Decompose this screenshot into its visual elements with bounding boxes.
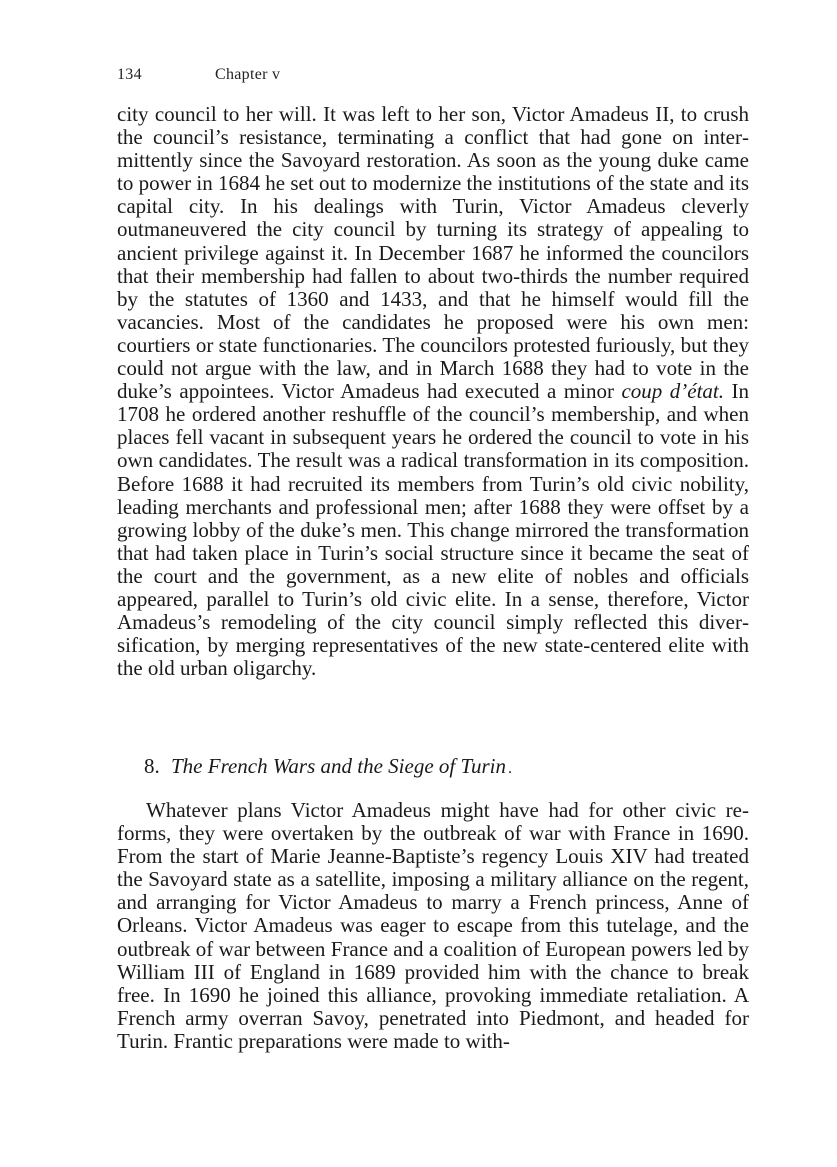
paragraph-1-part-b: In 1708 he ordered another reshuffle of the council’s membership, and when places fell vacant in subsequent years he ordered the council to vote in his own candidates. The result was a radical transformation in its composition. Before 1688 it had recruited its members from Turin’s old civic nobility, leading merchants and professional men; after 1688 they were offset by a growing lobby of the duke’s men. This change mirrored the transformation that had taken place in Turin’s social structure since it became the seat of the court and the government, as a new elite of nobles and officials appeared, parallel to Turin’s old civic elite. In a sense, therefore, Victor Amadeus’s remodeling of the city council simply reflected this diversification, by merging representatives of the new state-centered elite with the old urban oligarchy.	[117, 379, 750, 681]
section-title-period: .	[508, 760, 513, 777]
chapter-label: Chapter v	[215, 66, 281, 83]
paragraph-continued	[117, 103, 749, 680]
section-heading	[144, 754, 512, 781]
section-number: 8.	[144, 754, 160, 778]
paragraph-2	[117, 799, 749, 1053]
section-title: The French Wars and the Siege of Turin	[171, 754, 507, 778]
paragraph-1-italic-phrase: coup d’état.	[621, 379, 725, 404]
page-number: 134	[117, 66, 142, 83]
paragraph-2-text: Whatever plans Victor Amadeus might have had for other civic reforms, they were overtaken by the outbreak of war with France in 1690. From the start of Marie Jeanne-Baptiste’s regency Louis XIV had treated the Savoyard state as a satellite, imposing a military alliance on the regent, and arranging for Victor Amadeus to marry a French princess, Anne of Orleans. Victor Amadeus was eager to escape from this tutelage, and the outbreak of war between France and a coalition of European powers led by William III of England in 1689 provided him with the chance to break free. In 1690 he joined this alliance, provoking immediate retaliation. A French army overran Savoy, penetrated into Piedmont, and headed for Turin. Frantic preparations were made to with-	[117, 798, 749, 1053]
running-head	[117, 66, 280, 84]
paragraph-1-text	[117, 103, 749, 680]
paragraph-1-part-a: city council to her will. It was left to her son, Victor Amadeus II, to crush the council’s resistance, terminating a conflict that had gone on intermittently since the Savoyard restoration. As soon as the young duke came to power in 1684 he set out to modernize the institutions of the state and its capital city. In his dealings with Turin, Victor Amadeus cleverly outmaneuvered the city council by turning its strategy of appealing to ancient privilege against it. In December 1687 he informed the councilors that their membership had fallen to about two-thirds the number required by the statutes of 1360 and 1433, and that he himself would fill the vacancies. Most of the candidates he proposed were his own men: courtiers or state functionaries. The councilors protested furiously, but they could not argue with the law, and in March 1688 they had to vote in the duke’s appointees. Victor Amadeus had executed a minor	[117, 102, 749, 404]
